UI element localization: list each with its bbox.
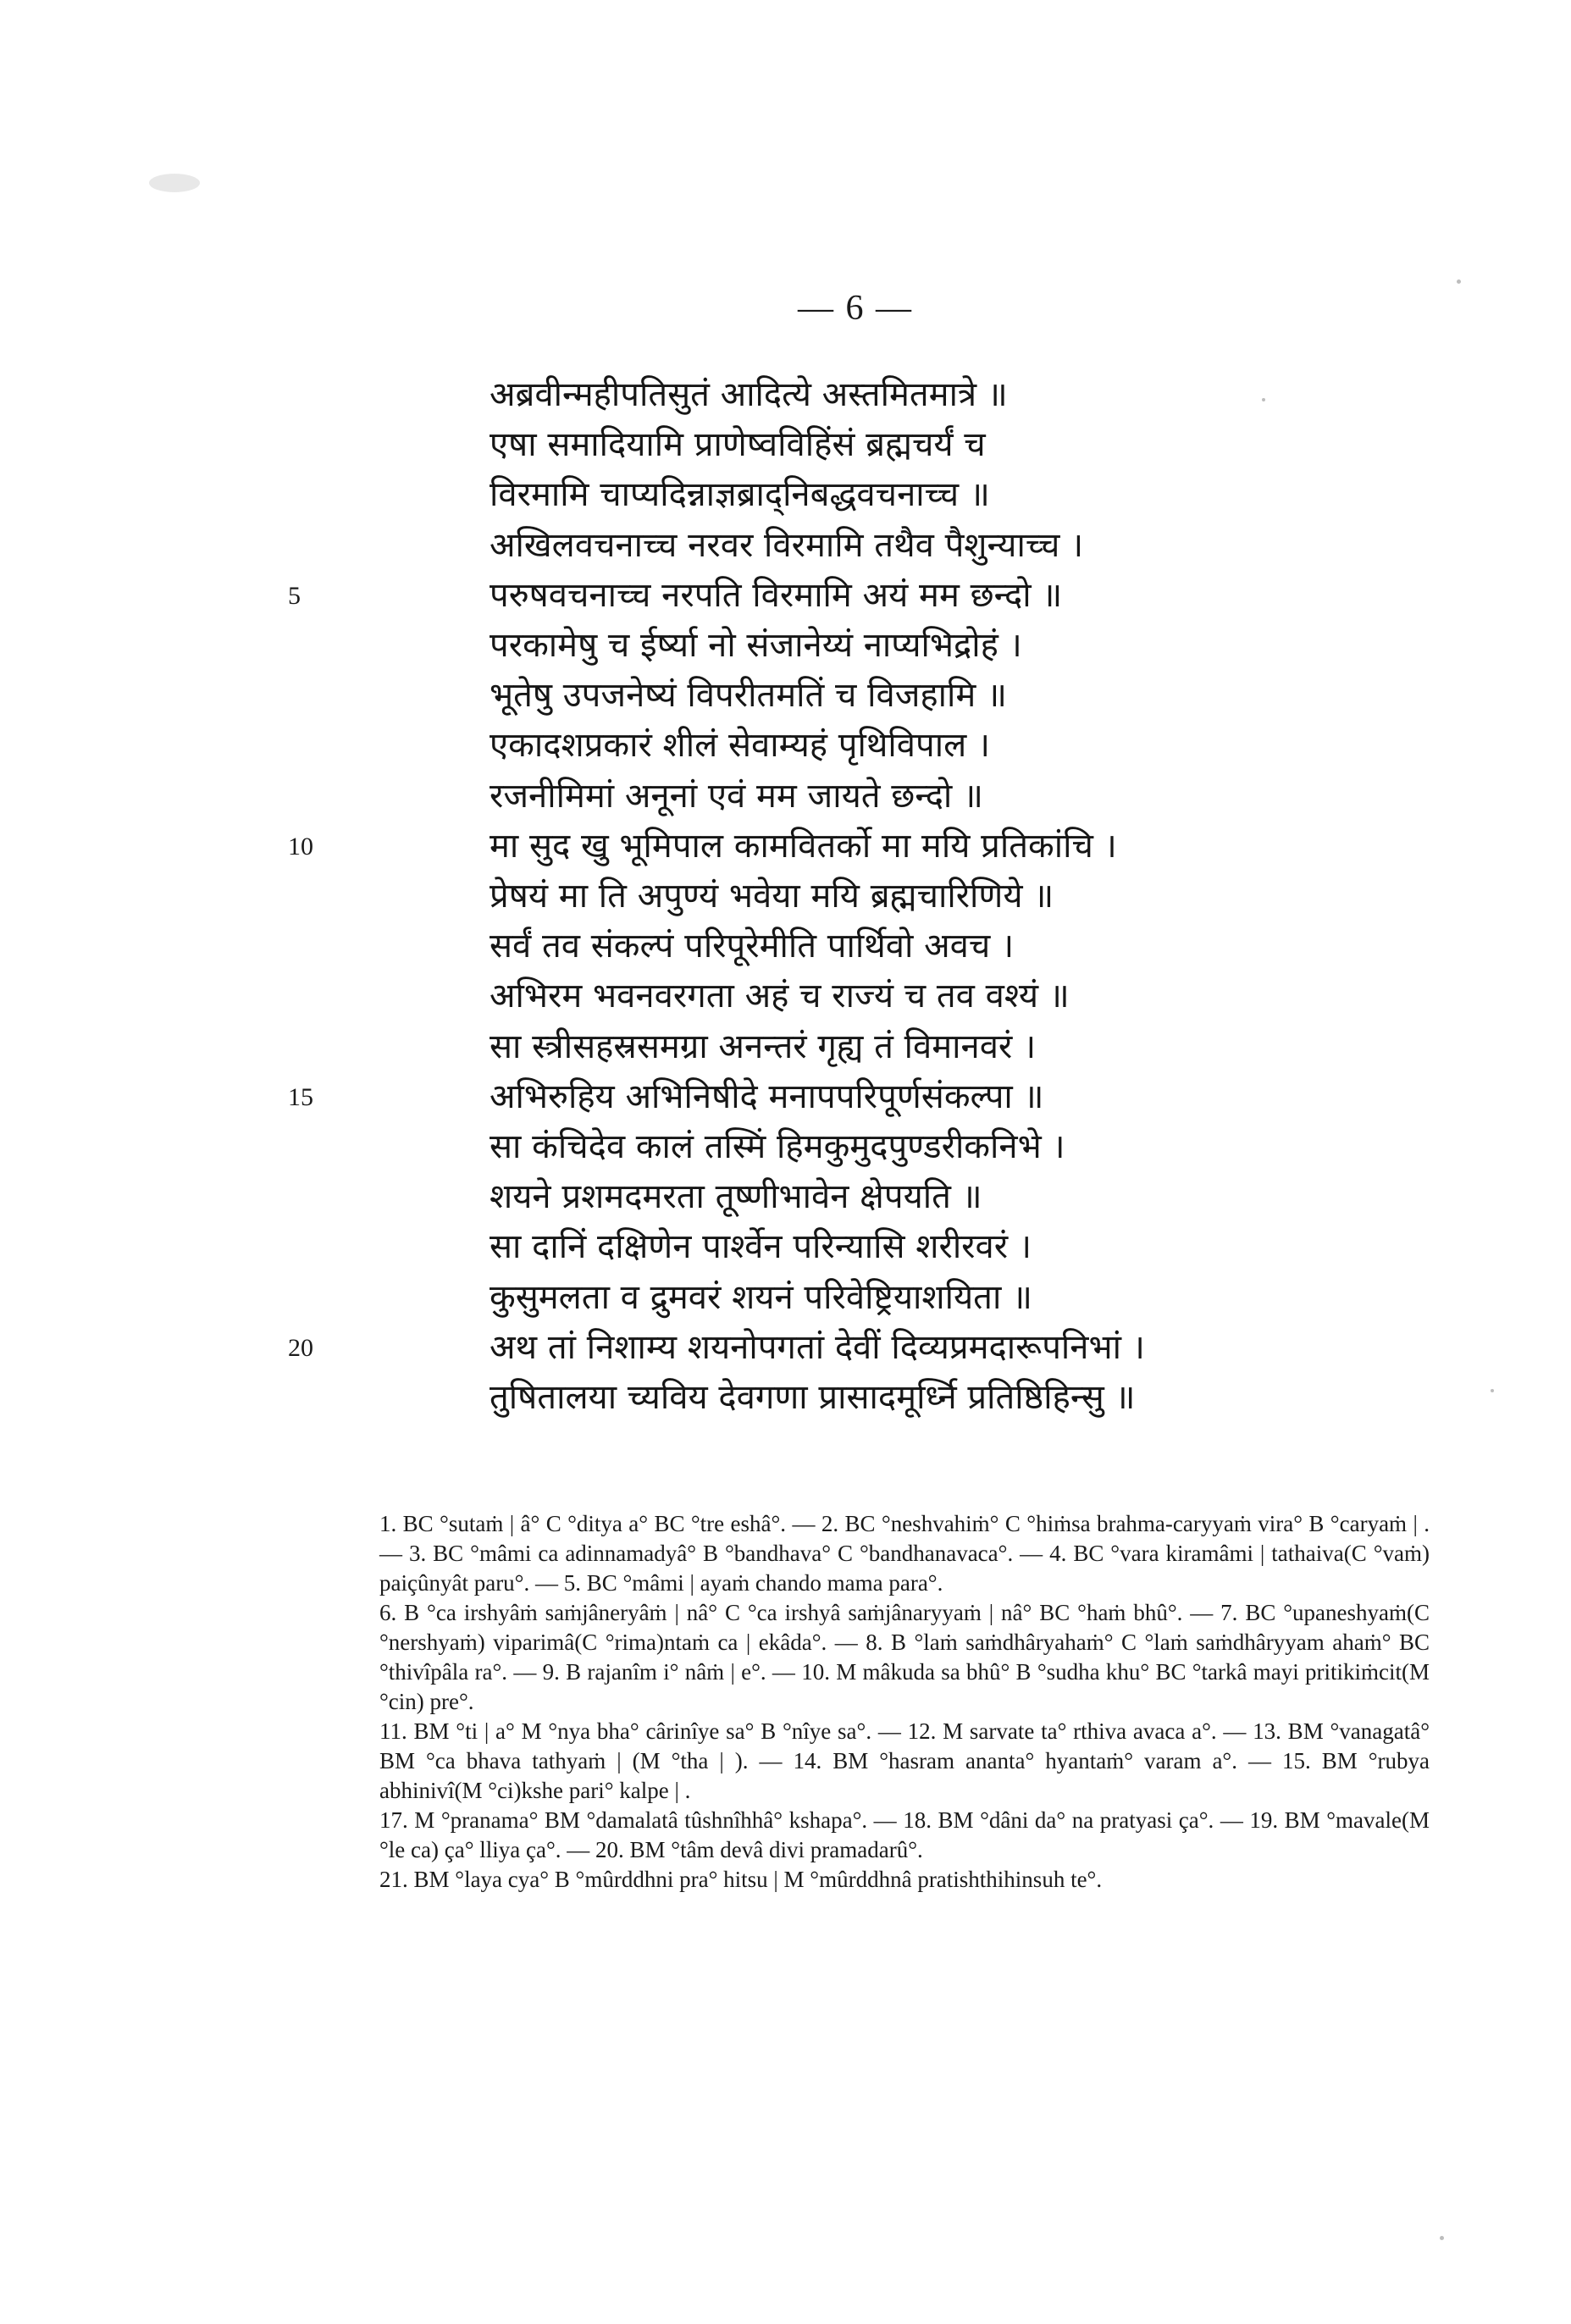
- verse-line: रजनीमिमां अनूनां एवं मम जायते छन्दो ॥: [490, 777, 983, 816]
- verse-line: शयने प्रशमदमरता तूष्णीभावेन क्षेपयति ॥: [490, 1177, 982, 1216]
- verse-line: सा दानिं दक्षिणेन पार्श्वेन परिन्यासि शरीरवरं ।: [490, 1227, 1032, 1266]
- footnotes: [379, 1509, 1430, 1895]
- verse-line: तुषितालया च्यविय देवगणा प्रासादमूर्ध्नि प्रतिष्ठिहिन्सु ॥: [490, 1378, 1136, 1417]
- footnote-paragraph: 17. M °pranama° BM °damalatâ tûshnîhhâ° kshapa°. — 18. BM °dâni da° na pratyasi ça°. — 19. BM °mavale(M °le ca) ça° lliya ça°. — 20. BM °tâm devâ divi pramadarû°.: [379, 1807, 1430, 1862]
- footnote-paragraph: 6. B °ca irshyâṁ saṁjâneryâṁ | nâ° C °ca irshyâ saṁjânaryyaṁ | nâ° BC °haṁ bhû°. — 7. BC °upaneshyaṁ(C °nershyaṁ) viparimâ(C °rima)ntaṁ ca | ekâda°. — 8. B °laṁ saṁdhâryahaṁ° C °laṁ saṁdhâryyam ahaṁ° BC °thivîpâla ra°. — 9. B rajanîm i° nâṁ | e°. — 10. M mâkuda sa bhû° B °sudha khu° BC °tarkâ mayi pritikiṁcit(M °cin) pre°.: [379, 1600, 1430, 1714]
- verse-line: अथ तां निशाम्य शयनोपगतां देवीं दिव्यप्रमदारूपनिभां ।: [490, 1328, 1145, 1367]
- verse-line: प्रेषयं मा ति अपुण्यं भवेया मयि ब्रह्मचारिणिये ॥: [490, 877, 1054, 916]
- line-number: 20: [288, 1334, 313, 1362]
- verse-line: परुषवचनाच्च नरपति विरमामि अयं मम छन्दो ॥: [490, 576, 1063, 615]
- scan-speck: [149, 174, 200, 192]
- footnote-paragraph: 11. BM °ti | a° M °nya bha° cârinîye sa° B °nîye sa°. — 12. M sarvate ta° rthiva avaca a°. — 13. BM °vanagatâ° BM °ca bhava tathyaṁ | (M °tha | ). — 14. BM °hasram ananta° hyantaṁ° varam a°. — 15. BM °rubya abhinivî(M °ci)kshe pari° kalpe | .: [379, 1718, 1430, 1803]
- footnote-paragraph: 1. BC °sutaṁ | â° C °ditya a° BC °tre eshâ°. — 2. BC °neshvahiṁ° C °hiṁsa brahma-caryyaṁ vira° B °caryaṁ | . — 3. BC °mâmi ca adinnamadyâ° B °bandhava° C °bandhanavaca°. — 4. BC °vara kiramâmi | tathaiva(C °vaṁ) paiçûnyât paru°. — 5. BC °mâmi | ayaṁ chando mama para°.: [379, 1511, 1430, 1596]
- line-number: 10: [288, 833, 313, 860]
- scan-speck: [1491, 1389, 1494, 1392]
- verse-line: सा कंचिदेव कालं तस्मिं हिमकुमुदपुण्डरीकनिभे ।: [490, 1127, 1065, 1166]
- verse-line: सर्वं तव संकल्पं परिपूरेमीति पार्थिवो अवच ।: [490, 927, 1015, 966]
- verse-line: कुसुमलता व द्रुमवरं शयनं परिवेष्ट्रियाशयिता ॥: [490, 1278, 1032, 1317]
- verse-line: सा स्त्रीसहस्रसमग्रा अनन्तरं गृह्य तं विमानवरं ।: [490, 1027, 1037, 1066]
- verse-line: परकामेषु च ईर्ष्या नो संजानेय्यं नाप्यभिद्रोहं ।: [490, 626, 1022, 665]
- scan-speck: [1440, 2236, 1444, 2240]
- verse-line: अब्रवीन्महीपतिसुतं आदित्ये अस्तमितमात्रे ॥: [490, 375, 1008, 414]
- verse-line: मा सुद खु भूमिपाल कामवितर्को मा मयि प्रतिकांचि ।: [490, 827, 1117, 866]
- page-number: — 6 —: [798, 289, 913, 328]
- verse-line: अभिरम भवनवरगता अहं च राज्यं च तव वश्यं ॥: [490, 977, 1070, 1015]
- line-number: 15: [288, 1083, 313, 1111]
- scan-speck: [1262, 398, 1265, 401]
- line-number: 5: [288, 582, 301, 610]
- verse-line: विरमामि चाप्यदिन्नाज्ञब्राद्निबद्धवचनाच्च ॥: [490, 475, 990, 514]
- scan-speck: [1457, 279, 1461, 284]
- verse-line: एषा समादियामि प्राणेष्वविहिंसं ब्रह्मचर्यं च: [490, 425, 986, 464]
- verse-line: एकादशप्रकारं शीलं सेवाम्यहं पृथिविपाल ।: [490, 726, 991, 765]
- verse-line: अखिलवचनाच्च नरवर विरमामि तथैव पैशुन्याच्च ।: [490, 526, 1084, 565]
- footnote-paragraph: 21. BM °laya cya° B °mûrddhni pra° hitsu | M °mûrddhnâ pratishthihinsuh te°.: [379, 1867, 1103, 1892]
- verse-line: अभिरुहिय अभिनिषीदे मनापपरिपूर्णसंकल्पा ॥: [490, 1077, 1044, 1116]
- verse-line: भूतेषु उपजनेष्यं विपरीतमतिं च विजहामि ॥: [490, 676, 1007, 715]
